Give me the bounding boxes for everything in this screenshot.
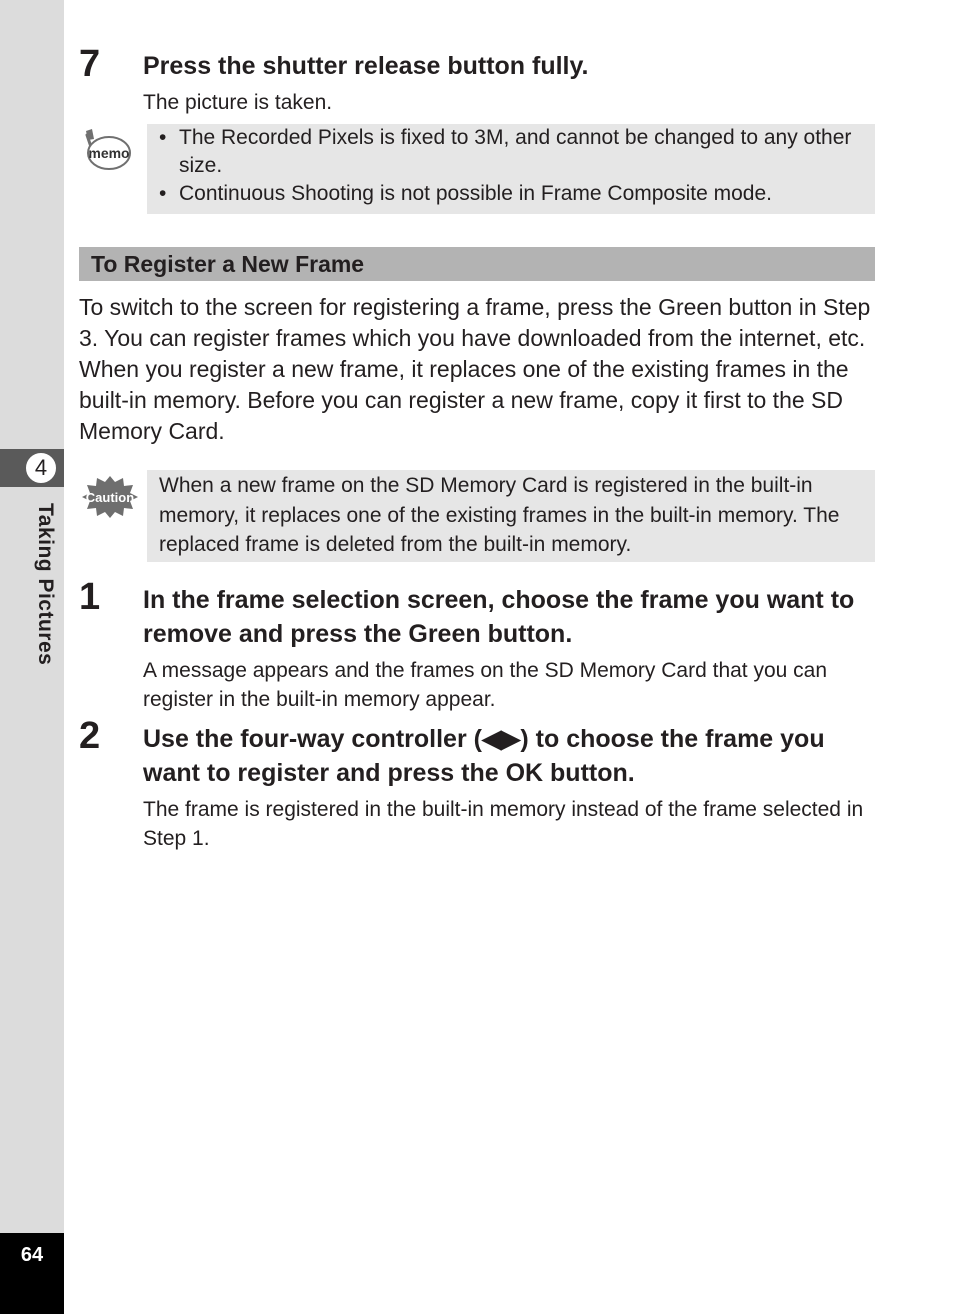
step-2-number: 2 — [79, 715, 101, 757]
step-7-number: 7 — [79, 43, 101, 85]
memo-item: • Continuous Shooting is not possible in Frame Composite mode. — [147, 180, 865, 208]
chapter-number: 4 — [24, 451, 58, 485]
caution-box — [147, 470, 875, 562]
step-7-heading: Press the shutter release button fully. — [143, 52, 589, 80]
step-1-text: A message appears and the frames on the SD Memory Card that you can register in the built-in memory appear. — [143, 659, 828, 711]
page-number: 64 — [20, 1244, 44, 1266]
step-7-text: The picture is taken. — [143, 91, 333, 114]
step-2-text: The frame is registered in the built-in memory instead of the frame selected in Step 1. — [143, 798, 864, 850]
section-paragraph: To switch to the screen for registering a frame, press the Green button in Step 3. You can register frames which you have downloaded from the internet, etc. When you register a new frame, it replaces one of the existing frames in the built-in memory. Before you can register a new frame, copy it first to the SD Memory Card. — [79, 294, 871, 444]
step-1-number: 1 — [79, 576, 101, 618]
memo-icon — [82, 127, 132, 173]
step-2-heading: Use the four-way controller (◀▶) to choose the frame you want to register and press the OK button. — [143, 725, 825, 787]
caution-icon — [81, 474, 139, 520]
caution-icon-label: Caution — [85, 490, 135, 505]
step-1-heading: In the frame selection screen, choose the frame you want to remove and press the Green button. — [143, 586, 855, 648]
section-title: To Register a New Frame — [79, 247, 875, 281]
chapter-title: Taking Pictures — [34, 503, 57, 666]
memo-icon-label: memo — [88, 145, 130, 161]
memo-box — [147, 124, 875, 214]
caution-text: When a new frame on the SD Memory Card is registered in the built-in memory, it replaces one of the existing frames in the built-in memory. The replaced frame is deleted from the built-in memory. — [159, 474, 840, 556]
memo-item: • The Recorded Pixels is fixed to 3M, and cannot be changed to any other size. — [147, 124, 865, 180]
